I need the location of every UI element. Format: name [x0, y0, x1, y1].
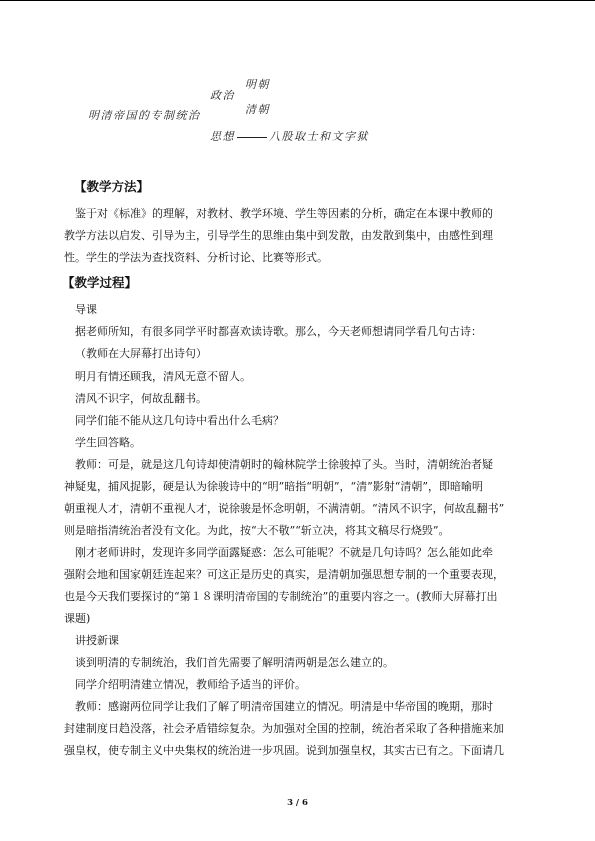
process-line: 教师：感谢两位同学让我们了解了明清帝国建立的情况。明清是中华帝国的晚期，那时	[75, 700, 493, 713]
process-line: 课题)	[64, 612, 91, 625]
method-line: 鉴于对《标准》的理解，对教材、教学环境、学生等因素的分析，确定在本课中教师的	[75, 207, 493, 220]
process-line: 神疑鬼，捕风捉影，硬是认为徐骏诗中的“明”暗指“明朝”，“清”影射“清朝”，即暗喻明	[64, 480, 483, 493]
outline-politics: 政治	[210, 89, 235, 102]
process-line: 讲授新课	[75, 634, 119, 647]
process-line: 强皇权，使专制主义中央集权的统治进一步巩固。说到加强皇权，其实古已有之。下面请几	[64, 744, 504, 757]
outline-ming: 明朝	[245, 78, 270, 91]
process-line: 朝重视人才，清朝不重视人才，说徐骏是怀念明朝，不满清朝。“清风不识字，何故乱翻书”	[64, 502, 505, 515]
process-line: 则是暗指清统治者没有文化。为此，按“大不敬”“斩立决，将其文稿尽行烧毁”。	[64, 524, 450, 537]
outline-qing: 清朝	[245, 103, 270, 116]
method-line: 教学方法以启发、引导为主，引导学生的思维由集中到发散，由发散到集中，由感性到理	[64, 229, 493, 242]
outline-thought: 思想	[210, 130, 235, 143]
process-line: 也是今天我们要探讨的“第１８课明清帝国的专制统治”的重要内容之一。(教师大屏幕打出	[64, 590, 498, 603]
process-line: （教师在大屏幕打出诗句）	[75, 347, 207, 360]
section-process-heading: 【教学过程】	[62, 275, 138, 290]
process-line: 同学介绍明清建立情况，教师给予适当的评价。	[75, 678, 306, 691]
process-line: 清风不识字，何故乱翻书。	[75, 392, 207, 405]
process-line: 强附会地和国家朝廷连起来？可这正是历史的真实，是清朝加强思想专制的一个重要表现，	[64, 568, 504, 581]
process-line: 同学们能不能从这几句诗中看出什么毛病？	[75, 414, 284, 427]
method-line: 性。学生的学法为查找资料、分析讨论、比赛等形式。	[64, 251, 328, 264]
process-line: 明月有情还顾我，清风无意不留人。	[75, 370, 251, 383]
top-rule	[0, 0, 595, 1]
process-line: 封建制度日趋没落，社会矛盾错综复杂。为加强对全国的控制，统治者采取了各种措施来加	[64, 722, 504, 735]
outline-title: 明清帝国的专制统治	[88, 109, 201, 122]
outline-dash	[237, 137, 267, 138]
process-line: 教师：可是，就是这几句诗却使清朝时的翰林院学士徐骏掉了头。当时，清朝统治者疑	[75, 458, 493, 471]
process-line: 谈到明清的专制统治，我们首先需要了解明清两朝是怎么建立的。	[75, 656, 394, 669]
process-line: 学生回答略。	[75, 436, 141, 449]
outline-thought-row	[210, 128, 369, 144]
section-method-heading: 【教学方法】	[74, 179, 150, 194]
process-line: 据老师所知，有很多同学平时都喜欢读诗歌。那么，今天老师想请同学看几句古诗：	[75, 325, 482, 338]
outline-thought-detail: 八股取士和文字狱	[269, 130, 369, 143]
page-number: 3 / 6	[287, 798, 308, 808]
process-line: 导课	[75, 303, 97, 316]
process-line: 刚才老师讲时，发现许多同学面露疑惑：怎么可能呢？不就是几句诗吗？怎么能如此牵	[75, 546, 493, 559]
